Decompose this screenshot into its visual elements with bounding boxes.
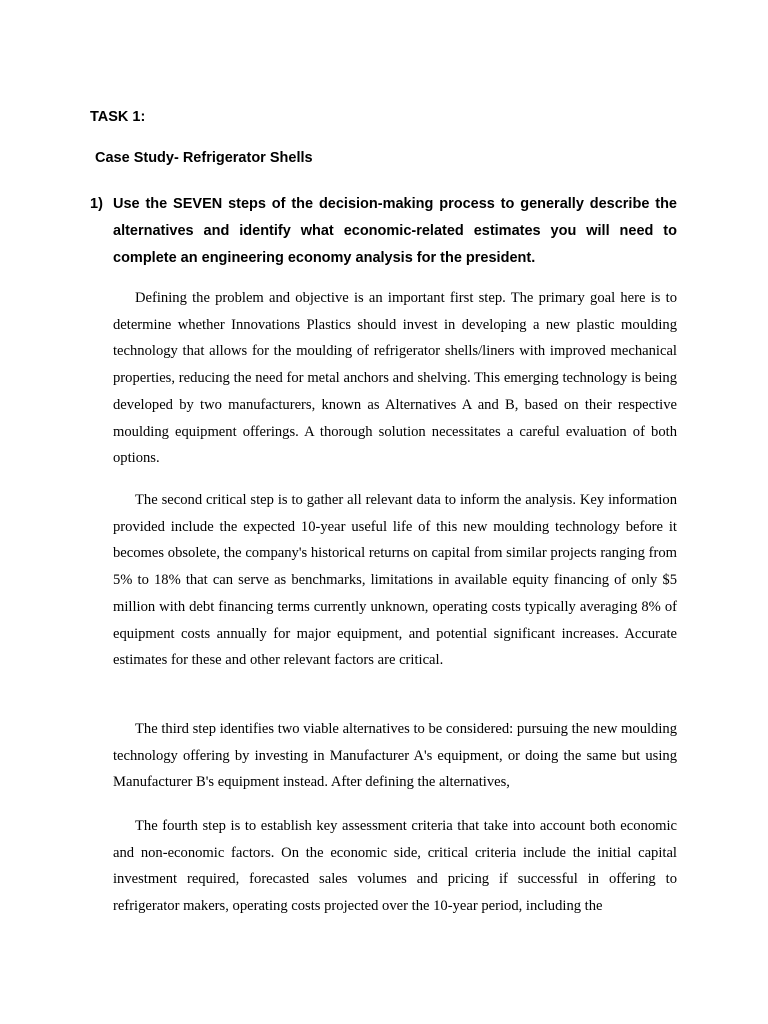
question-1 xyxy=(90,191,677,272)
paragraph-step-4: The fourth step is to establish key assessment criteria that take into account both economic and non-economic factors. On the economic side, critical criteria include the initial capital investment required, forecasted sales volumes and pricing if successful in offering to refrigerator makers, operating costs projected over the 10-year period, including the xyxy=(113,818,677,915)
question-text: Use the SEVEN steps of the decision-making process to generally describe the alternatives and identify what economic-related estimates you will need to complete an engineering economy analysis for the president. xyxy=(113,196,677,266)
paragraph-step-2: The second critical step is to gather all relevant data to inform the analysis. Key information provided include the expected 10-year useful life of this new moulding technology before it becomes obsolete, the company's historical returns on capital from similar projects ranging from 5% to 18% that can serve as benchmarks, limitations in available equity financing of only $5 million with debt financing terms currently unknown, operating costs typically averaging 8% of equipment costs annually for major equipment, and potential significant increases. Accurate estimates for these and other relevant factors are critical. xyxy=(113,492,677,669)
paragraph-step-3: The third step identifies two viable alternatives to be considered: pursuing the new moulding technology offering by investing in Manufacturer A's equipment, or doing the same but using Manufacturer B's equipment instead. After defining the alternatives, xyxy=(113,721,677,791)
paragraph-step-1: Defining the problem and objective is an important first step. The primary goal here is to determine whether Innovations Plastics should invest in developing a new plastic moulding technology that allows for the moulding of refrigerator shells/liners with improved mechanical properties, reducing the need for metal anchors and shelving. This emerging technology is being developed by two manufacturers, known as Alternatives A and B, based on their respective moulding equipment offerings. A thorough solution necessitates a careful evaluation of both options. xyxy=(113,290,677,467)
task-heading: TASK 1: xyxy=(90,109,146,125)
case-study-heading: Case Study- Refrigerator Shells xyxy=(95,150,313,166)
question-number: 1) xyxy=(90,196,103,212)
